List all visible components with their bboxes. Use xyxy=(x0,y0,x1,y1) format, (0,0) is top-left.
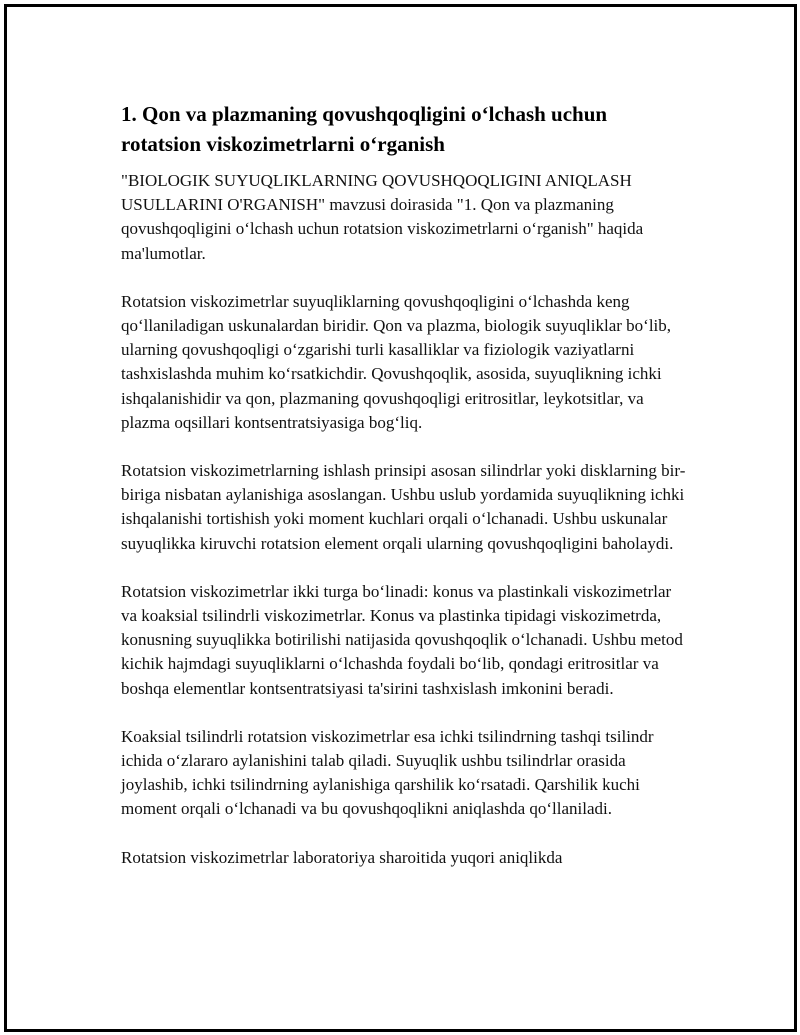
paragraph-principle: Rotatsion viskozimetrlarning ishlash prinsipi asosan silindrlar yoki disklarning bir-biriga nisbatan aylanishiga asoslangan. Ushbu uslub yordamida suyuqlikning ichki ishqalanishi tortishish yoki moment kuchlari orqali o‘lchanadi. Ushbu uskunalar suyuqlikka kiruvchi rotatsion element orqali ularning qovushqoqligini baholaydi. xyxy=(121,461,686,553)
paragraph-laboratory: Rotatsion viskozimetrlar laboratoriya sharoitida yuqori aniqlikda xyxy=(121,847,563,867)
paragraph-overview: Rotatsion viskozimetrlar suyuqliklarning qovushqoqligini o‘lchashda keng qo‘llaniladigan uskunalardan biridir. Qon va plazma, biologik suyuqliklar bo‘lib, ularning qovushqoqligi o‘zgarishi turli kasalliklar va fiziologik vaziyatlarni tashxislashda muhim ko‘rsatkichdir. Qovushqoqlik, asosida, suyuqlikning ichki ishqalanishidir va qon, plazmaning qovushqoqligi eritrositlar, leykotsitlar, va plazma oqsillari kontsentratsiyasiga bog‘liq. xyxy=(121,291,672,432)
paragraph-types: Rotatsion viskozimetrlar ikki turga bo‘linadi: konus va plastinkali viskozimetrlar va koaksial tsilindrli viskozimetrlar. Konus va plastinka tipidagi viskozimetrda, konusning suyuqlikka botirilishi natijasida qovushqoqlik o‘lchanadi. Ushbu metod kichik hajmdagi suyuqliklarni o‘lchashda foydali bo‘lib, qondagi eritrositlar va boshqa elementlar kontsentratsiyasi ta'sirini tashxislash imkonini beradi. xyxy=(121,581,683,698)
document-content xyxy=(121,99,691,894)
paragraph-coaxial: Koaksial tsilindrli rotatsion viskozimetrlar esa ichki tsilindrning tashqi tsilindr ichida o‘zlararo aylanishini talab qiladi. Suyuqlik ushbu tsilindrlar orasida joylashib, ichki tsilindrning aylanishiga qarshilik ko‘rsatadi. Qarshilik kuchi moment orqali o‘lchanadi va bu qovushqoqlikni aniqlashda qo‘llaniladi. xyxy=(121,726,654,819)
document-title: 1. Qon va plazmaning qovushqoqligini o‘lchash uchun rotatsion viskozimetrlarni o‘rganish xyxy=(121,102,608,156)
document-page xyxy=(4,4,797,1032)
paragraph-intro: "BIOLOGIK SUYUQLIKLARNING QOVUSHQOQLIGINI ANIQLASH USULLARINI O'RGANISH" mavzusi doirasida "1. Qon va plazmaning qovushqoqligini o‘lchash uchun rotatsion viskozimetrlarni o‘rganish" haqida ma'lumotlar. xyxy=(121,171,644,263)
